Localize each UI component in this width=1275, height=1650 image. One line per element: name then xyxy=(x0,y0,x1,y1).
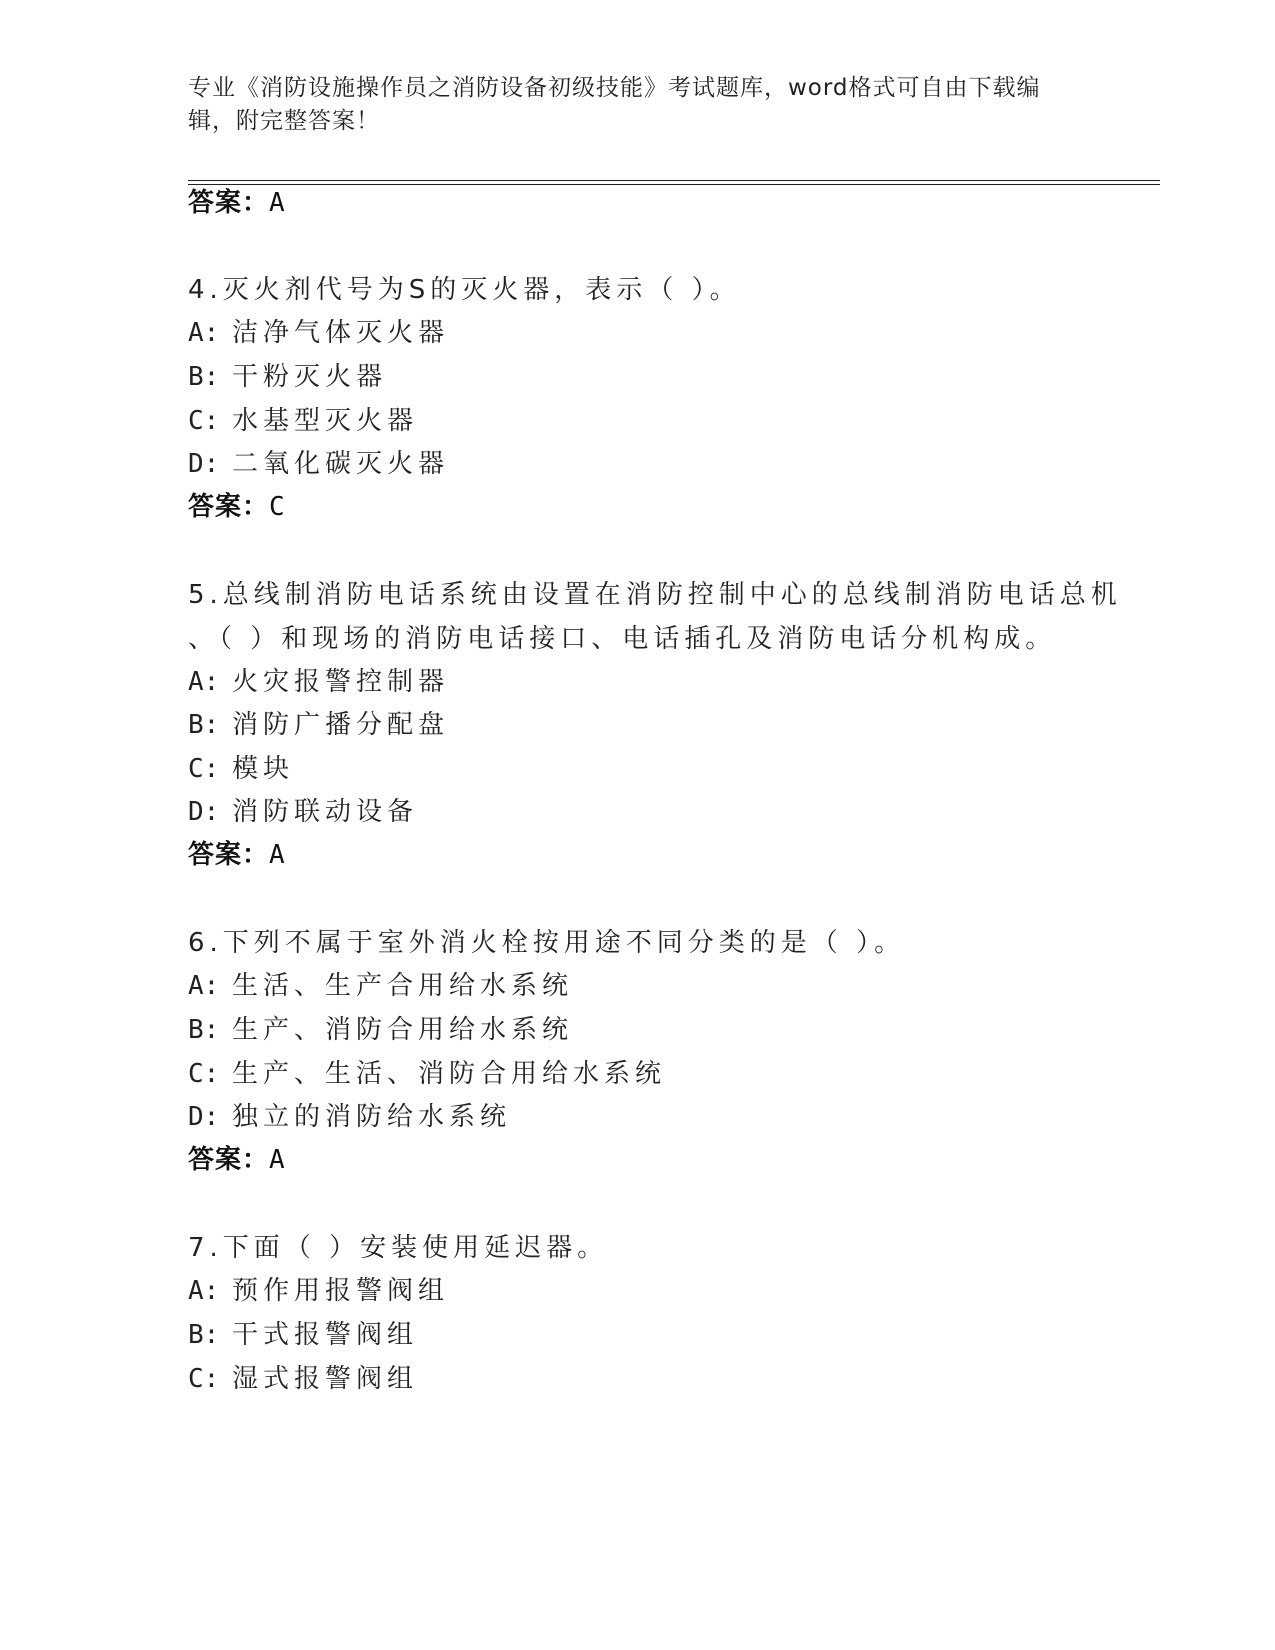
document-header xyxy=(188,72,1068,138)
answer-line xyxy=(188,188,286,218)
header-rule-top xyxy=(188,180,1160,181)
answer-label: 答案： xyxy=(188,1145,270,1175)
option-text: 洁净气体灭火器 xyxy=(232,318,450,348)
option-line xyxy=(188,1015,573,1045)
option-line xyxy=(188,362,387,392)
option-line xyxy=(188,1364,418,1394)
option-letter: D: xyxy=(188,449,220,479)
question-text: 5.总线制消防电话系统由设置在消防控制中心的总线制消防电话总机 xyxy=(188,580,1122,610)
header-line-1: 专业《消防设施操作员之消防设备初级技能》考试题库，word格式可自由下载编 xyxy=(188,75,1041,101)
option-letter: A: xyxy=(188,971,220,1001)
option-line xyxy=(188,1320,418,1350)
option-letter: B: xyxy=(188,710,220,740)
option-letter: C: xyxy=(188,754,220,784)
option-text: 干式报警阀组 xyxy=(232,1320,419,1350)
option-text: 湿式报警阀组 xyxy=(232,1364,419,1394)
answer-line xyxy=(188,840,286,870)
option-text: 干粉灭火器 xyxy=(232,362,388,392)
option-letter: A: xyxy=(188,318,220,348)
option-line xyxy=(188,318,449,348)
option-line xyxy=(188,754,294,784)
option-text: 水基型灭火器 xyxy=(232,406,419,436)
option-text: 生产、消防合用给水系统 xyxy=(232,1015,574,1045)
option-line xyxy=(188,797,418,827)
option-letter: B: xyxy=(188,1015,220,1045)
option-letter: C: xyxy=(188,406,220,436)
option-text: 生产、生活、消防合用给水系统 xyxy=(232,1059,667,1089)
answer-label: 答案： xyxy=(188,492,270,522)
question-text: 、（ ）和现场的消防电话接口、电话插孔及消防电话分机构成。 xyxy=(188,624,1057,654)
option-letter: B: xyxy=(188,362,220,392)
question-text: 7.下面（ ）安装使用延迟器。 xyxy=(188,1233,609,1263)
option-line xyxy=(188,1059,666,1089)
answer-label: 答案： xyxy=(188,840,270,870)
answer-line xyxy=(188,492,286,522)
option-line xyxy=(188,1276,449,1306)
option-line xyxy=(188,667,449,697)
option-letter: A: xyxy=(188,667,220,697)
answer-value: C xyxy=(269,492,286,522)
option-line xyxy=(188,1102,511,1132)
option-letter: C: xyxy=(188,1364,220,1394)
question-text: 6.下列不属于室外消火栓按用途不同分类的是（ ）。 xyxy=(188,928,906,958)
option-line xyxy=(188,449,449,479)
option-letter: D: xyxy=(188,1102,220,1132)
option-text: 独立的消防给水系统 xyxy=(232,1102,512,1132)
answer-label: 答案： xyxy=(188,188,270,218)
option-text: 消防联动设备 xyxy=(232,797,419,827)
answer-value: A xyxy=(269,840,286,870)
option-letter: A: xyxy=(188,1276,220,1306)
question-text: 4.灭火剂代号为S的灭火器，表示（ ）。 xyxy=(188,275,741,305)
option-text: 模块 xyxy=(232,754,295,784)
option-text: 火灾报警控制器 xyxy=(232,667,450,697)
header-line-2: 辑，附完整答案！ xyxy=(188,108,380,134)
answer-value: A xyxy=(269,188,286,218)
option-letter: B: xyxy=(188,1320,220,1350)
option-text: 二氧化碳灭火器 xyxy=(232,449,450,479)
option-line xyxy=(188,971,573,1001)
answer-value: A xyxy=(269,1145,286,1175)
option-letter: C: xyxy=(188,1059,220,1089)
answer-line xyxy=(188,1145,286,1175)
option-letter: D: xyxy=(188,797,220,827)
option-text: 预作用报警阀组 xyxy=(232,1276,450,1306)
option-text: 生活、生产合用给水系统 xyxy=(232,971,574,1001)
option-line xyxy=(188,710,449,740)
header-rule-bottom xyxy=(188,184,1160,185)
option-line xyxy=(188,406,418,436)
option-text: 消防广播分配盘 xyxy=(232,710,450,740)
